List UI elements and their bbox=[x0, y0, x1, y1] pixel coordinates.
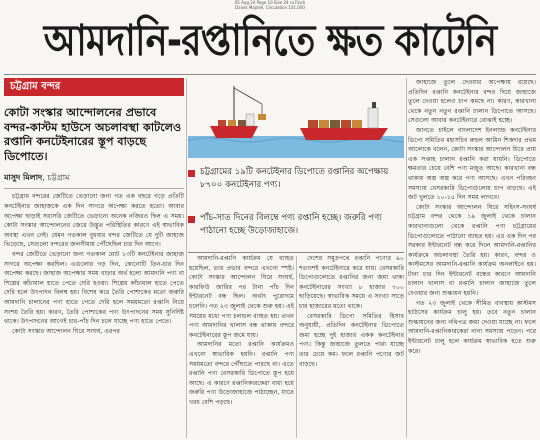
column-divider bbox=[186, 78, 187, 438]
paragraph: কোটা সংস্কার আন্দোলন ঘিরে সংঘর্ষ, এরপর bbox=[12, 327, 120, 335]
caption-bullet bbox=[188, 170, 195, 177]
column-divider bbox=[406, 78, 407, 438]
paragraph: দেশের সমুদ্রপথে রপ্তানি পণ্যের ৯০ শতাংশই কনটেইনারে করে যায়। বেসরকারি ডিপোগুলোতে রপ্তানির জন্য জমা থাকা কনটেইনারের সংখ্যা ৮ হাজার ৭০০ ছাড়িয়েছে। স্বাভাবিক সময়ে এ সংখ্যা সাড়ে চার হাজারের মতো থাকে। bbox=[299, 255, 404, 310]
caption-text: চট্টগ্রামের ১৯টি কনটেইনার ডিপোতে রপ্তানির অপেক্ষায় ৮৭০০ কনটেইনার পণ্য। bbox=[200, 167, 389, 190]
paragraph: জাহাজে তুলে দেওয়ার অপেক্ষায় রয়েছে। প্রতিদিন রপ্তানি কনটেইনার বন্দর দিয়ে জাহাজে তুলে দেওয়া হলেও চাপ কমছে না। কারণ, কারখানা থেকে নতুন নতুন রপ্তানি চালান ডিপোতে আসছে। সেগুলো আবার কনটেইনারে বোঝাই হচ্ছে। bbox=[408, 79, 536, 125]
clipping-info-line2: Dainik Majidel, Circulation 101,000 bbox=[235, 5, 305, 10]
paragraph: জানতে চাইলে বাংলাদেশ ইনল্যান্ড কনটেইনার ডিপো সমিতির মহাসচিব রুহুল আমিন শিকদার প্রথম আলোকে বলেন, কোটা সংস্কার আন্দোলন ঘিরে প্রায় এক সপ্তাহ চালান রপ্তানি করা যায়নি। ডিপোতে ক্ষমতার চেয়ে বেশি পণ্য মজুত আছে। কারখানা বন্ধ থাকায় অল্প অল্প করে পণ্য আসছে। এখন পরিবহন সমস্যায় বেসরকারি ডিপোগুলোয় চাপ বাড়ছে। এই জট খুলতে ১০-১৫ দিন সময় লাগবে। bbox=[408, 126, 536, 202]
infographic bbox=[188, 78, 404, 250]
paragraph: আমদানির মতো রপ্তানি কার্যক্রমও এখনো স্বাভাবিক হয়নি। রপ্তানি পণ্য সময়মতো বন্দরে পৌঁছাতে পারছে না। এতে রপ্তানি পণ্য বেসরকারি ডিপোতে স্তূপ হয়ে আছে। এ কারণে রপ্তানিকারকেরা বাধ্য হয়ে জরুরি পণ্য উড়োজাহাজে পাঠাচ্ছেন, যাতে খরচ বেশি পড়ছে। bbox=[189, 341, 294, 406]
deck-summary: কোটা সংস্কার আন্দোলনের প্রভাবে বন্দর-কাস্টম হাউসে অচলাবস্থা কাটলেও রপ্তানি কনটেইনারের স্তূপ বাড়ছে ডিপোতে। bbox=[4, 106, 182, 163]
byline-place: , চট্টগ্রাম bbox=[42, 173, 70, 183]
ships-illustration bbox=[188, 78, 404, 158]
paragraph: চট্টগ্রাম বন্দরের জেটিতে ভেড়ানো জন্য গত এক বছরে গড়ে প্রতিটি কনটেইনার জাহাজকে এক দিন সাগরে অপেক্ষা করতে হতো। আবার অপেক্ষা ছাড়াই সরাসরি জেটিতে ভেড়ানো অনেক নজিরও ছিল এ সময়। কোটা সংস্কার আন্দোলনের জেরে উদ্ভূত পরিস্থিতির কারণে এই স্বাভাবিক অবস্থা এখন নেই। যেমন গতকাল বুধবার বন্দর জেটিতে যে দুটি জাহাজ ভিড়েছে, সেগুলো বন্দরের জলসীমায় পৌঁছেছিল চার দিন আগে। bbox=[4, 193, 184, 249]
caption-1 bbox=[188, 166, 410, 191]
lead-column bbox=[4, 78, 184, 440]
caption-2 bbox=[188, 212, 410, 237]
byline-rule bbox=[4, 188, 184, 189]
headline: আমদানি-রপ্তানিতে ক্ষত কাটেনি bbox=[43, 16, 497, 66]
section-kicker: চট্টগ্রাম বন্দর bbox=[4, 78, 184, 96]
headline-rule bbox=[4, 74, 536, 75]
column-divider bbox=[296, 256, 297, 438]
byline-name: মাসুদ মিলাদ bbox=[4, 173, 43, 183]
cargo-ship-icon bbox=[210, 86, 266, 138]
article-body-mid-1 bbox=[189, 254, 294, 440]
caption-bullet bbox=[188, 216, 195, 223]
paragraph: গত ২৩ জুলাই থেকে সীমিত ব্যবস্থায় কাস্টমস হাউসের কার্যক্রম চালু হয়। তবে নতুন চালান শুল্কায়নের জন্য নথিপত্র জমা দেওয়া যাচ্ছে না। ফলে আমদানি-রপ্তানিকারকেরা নানা সমস্যায় পড়েন। পরে ইন্টারনেট চালু হলে কার্যক্রম স্বাভাবিক হতে শুরু করে। bbox=[408, 299, 536, 355]
paragraph: বেসরকারি ডিপো সমিতির হিসাব অনুযায়ী, প্রতিদিন কনটেইনার ডিপোতে জমা হচ্ছে দুই হাজার একক কনটেইনার পণ্য। কিন্তু জাহাজে তুলতে পারা যাচ্ছে তার চেয়ে কম। ফলে রপ্তানি পণ্যের জট বাড়ছে। bbox=[299, 312, 404, 368]
article-body-right bbox=[408, 78, 536, 440]
clipping-info bbox=[0, 0, 540, 10]
image-rule bbox=[188, 252, 404, 253]
paragraph: কোটা সংস্কার আন্দোলন ঘিরে সহিংস-সংঘর্ষ চট্টগ্রাম বন্দর থেকে ১৯ জুলাই থেকে চালান কারখানাগুলো থেকে রপ্তানি পণ্য চট্টগ্রামের ডিপোগুলোতে পাঠানো ব্যাহত হয়। এর এক দিন পর সরকার ইন্টারনেট বন্ধ করে দিলে আমদানি-রপ্তানির কার্যক্রমে অচলাবস্থা তৈরি হয়। কারণ, বন্দর ও কাস্টমসের আমদানি-রপ্তানি কার্যক্রম অনলাইনে হয়। টানা চার দিন ইন্টারনেট বন্ধের কারণে আমদানি চালান খালাস বা রপ্তানি চালান জাহাজে তুলে দেওয়ার জন্য শুল্কায়ন হয়নি। bbox=[408, 203, 536, 298]
article-body-mid-2 bbox=[299, 254, 404, 440]
byline bbox=[4, 172, 184, 185]
paragraph: বন্দর জেটিতে ভেড়ানো জন্য গতকাল মোট ১৩টি কনটেইনার জাহাজ সাগরে অপেক্ষা করছিল। এগুলোর গড় দিন, কোনোটি তিন-চার দিন অপেক্ষা করছে। জাহাজ অপেক্ষার সময় বাড়ার অর্থ হলো আমদানি পণ্য বা শিল্পের কাঁচামাল হাতে পেতে দেরি হওয়া। শিল্পের কাঁচামাল হাতে পেতে দেরি হলে উৎপাদন বিলম্ব হয়। বিশেষ করে তৈরি পোশাকের মতো জরুরি আমদানি চালানের পণ্য হাতে পেতে দেরি হলে সময়মতো রপ্তানি নিয়ে সংশয় তৈরি হয়। কারণ, তৈরি পোশাকের পণ্য উৎপাদনের সময় সুনির্দিষ্ট থাকে। উৎপাদনের আগেই চার-পাঁচ দিন চলে যাচ্ছে পণ্য হাতে পেতে। bbox=[4, 250, 184, 326]
paragraph: আমদানি-রপ্তানি কার্যক্রম যে ব্যাহত হয়েছিল, তার প্রভাব বন্দরে এখনো স্পষ্ট। কোটা সংস্কার আন্দোলন ঘিরে সংঘর্ষ, কারফিউ জারির পর টানা পাঁচ দিন ইন্টারনেট বন্ধ ছিল। অর্থাৎ পুরোদমে চলেনি। গত ২৩ জুলাই থেকে শুরু হয়। এই সময়ের মধ্যে পণ্য চলাচল ব্যাহত হয়। তখন পণ্য আমদানির খালাস বন্ধ থাকায় বন্দরে কনটেইনারের স্তূপ জমে যায়। bbox=[189, 255, 294, 339]
clipping-info-line1: 05 Aug 24 Page 10 Size 24 cx7inch bbox=[234, 0, 306, 5]
container-ship-icon bbox=[300, 102, 388, 140]
caption-text: পাঁচ-সাত দিনের বিলম্বে পণ্য রপ্তানি হচ্ছে। জরুরি পণ্য পাঠানো হচ্ছে উড়োজাহাজে। bbox=[200, 213, 382, 236]
article-body-left bbox=[4, 192, 184, 336]
